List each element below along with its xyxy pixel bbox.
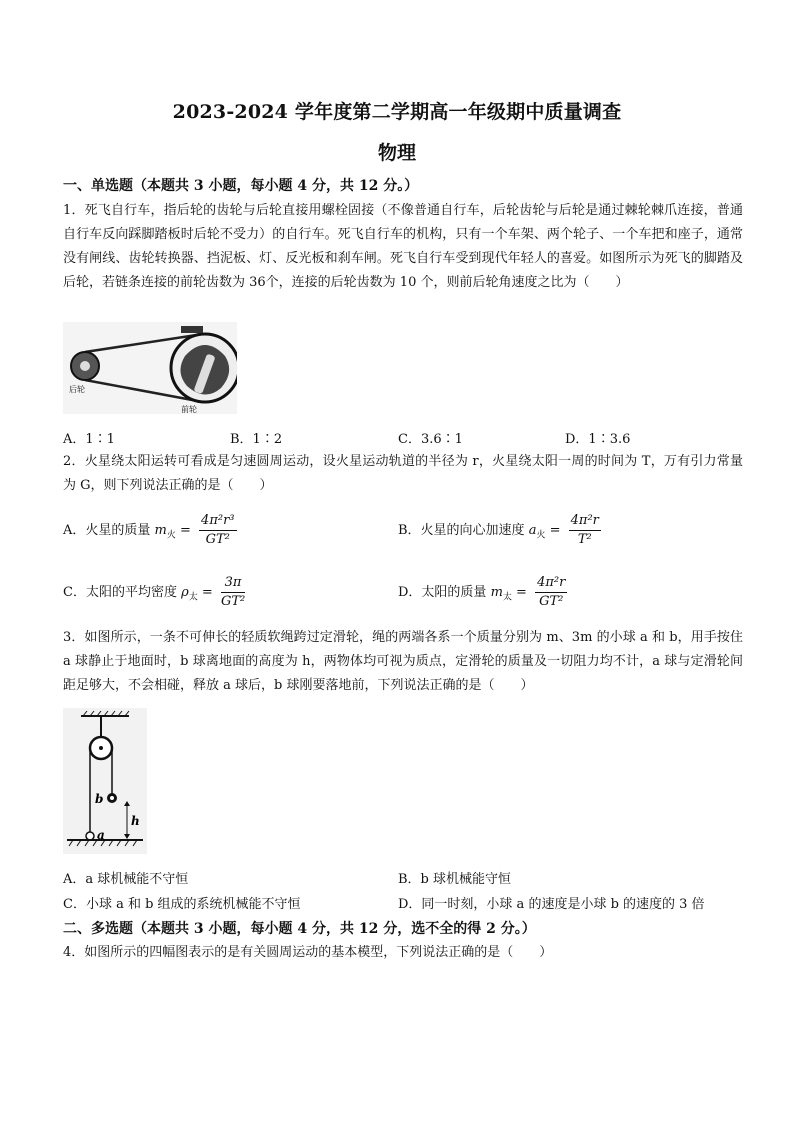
q2-a-subscript: 火 (166, 530, 176, 541)
q2-a-label: A．火星的质量 (63, 523, 151, 538)
q2-b-numerator: 4π²r (569, 512, 601, 531)
q2-d-numerator: 4π²r (535, 574, 567, 593)
section-2-heading: 二、多选题（本题共 3 小题，每小题 4 分，共 12 分，选不全的得 2 分。） (63, 921, 536, 937)
q1-option-c[interactable]: C．3.6∶1 (398, 432, 463, 447)
q2-d-symbol: m (490, 585, 503, 600)
subject-title: 物理 (377, 142, 416, 164)
ball-a-label: a (97, 828, 105, 842)
q2-b-label: B．火星的向心加速度 (398, 523, 525, 538)
q2-c-symbol: ρ (181, 585, 189, 600)
q3-option-a[interactable]: A．a 球机械能不守恒 (63, 872, 189, 887)
pulley-figure (63, 708, 147, 854)
q1-option-a[interactable]: A．1∶1 (63, 432, 115, 447)
q2-c-denominator: GT² (220, 594, 246, 609)
q2-option-a[interactable]: A．火星的质量 $m_火$ = $\frac{\text{4π²r³}}{\text{GT²}}$ (63, 513, 235, 547)
q2-a-denominator: GT² (205, 532, 230, 547)
bicycle-gear-figure (63, 322, 237, 414)
height-label: h (131, 814, 140, 828)
q2-c-fraction (221, 574, 245, 611)
q2-a-numerator: 4π²r³ (199, 512, 236, 531)
q3-option-d[interactable]: D．同一时刻，小球 a 的速度是小球 b 的速度的 3 倍 (398, 897, 705, 912)
q3-option-c[interactable]: C．小球 a 和 b 组成的系统机械能不守恒 (63, 897, 301, 912)
q2-c-label: C．太阳的平均密度 (63, 585, 177, 600)
q2-option-b[interactable]: B．火星的向心加速度 $a_火$ = $\frac{\text{4π²r}}{\text{T²}}$ (398, 513, 599, 547)
question-2-text: 2．火星绕太阳运转可看成是匀速圆周运动，设火星运动轨道的半径为 r，火星绕太阳一周的时间为 T，万有引力常量为 G，则下列说法正确的是（ ） (63, 454, 743, 493)
question-1-text: 1．死飞自行车，指后轮的齿轮与后轮直接用螺栓固接（不像普通自行车，后轮齿轮与后轮是通过棘轮棘爪连接，普通自行车反向踩脚踏板时后轮不受力）的自行车。死飞自行车的机构，只有一个车架、两个轮子、一个车把和座子，通常没有闸线、齿轮转换器、挡泥板、灯、反光板和刹车闸。死飞自行车受到现代年轻人的喜爱。如图所示为死飞的脚踏及后轮，若链条连接的前轮齿数为 36个，连接的后轮齿数为 10 个，则前后轮角速度之比为（ ） (63, 203, 743, 290)
q2-option-c[interactable]: C．太阳的平均密度 $\rho_太$ = $\frac{3\pi}{\text{GT²}}$ (63, 575, 246, 609)
q2-b-symbol: a (528, 523, 537, 538)
ball-a (86, 832, 94, 840)
q2-d-label: D．太阳的质量 (398, 585, 487, 600)
q2-b-denominator: T² (577, 532, 592, 547)
q1-option-b[interactable]: B．1∶2 (230, 432, 283, 447)
q2-a-symbol: m (154, 523, 167, 538)
q2-d-subscript: 太 (502, 592, 512, 603)
ball-b-label: b (95, 792, 104, 806)
front-wheel-label: 前轮 (181, 405, 197, 414)
q2-b-subscript: 火 (536, 530, 546, 541)
q2-d-denominator: GT² (539, 594, 564, 609)
q2-d-fraction (535, 574, 567, 611)
exam-title: 2023-2024 学年度第二学期高一年级期中质量调查 (172, 101, 622, 123)
q3-option-b[interactable]: B．b 球机械能守恒 (398, 872, 512, 887)
question-4-text: 4．如图所示的四幅图表示的是有关圆周运动的基本模型，下列说法正确的是（ ） (63, 945, 553, 960)
pedal (181, 326, 203, 333)
q2-b-fraction (569, 512, 601, 549)
q2-a-fraction (199, 512, 236, 549)
q2-c-subscript: 太 (188, 592, 198, 603)
rear-wheel-label: 后轮 (69, 385, 85, 394)
q2-option-d[interactable]: D．太阳的质量 $m_太$ = $\frac{\text{4π²r}}{\text{GT²}}$ (398, 575, 566, 609)
question-3-text: 3．如图所示，一条不可伸长的轻质软绳跨过定滑轮，绳的两端各系一个质量分别为 m、3m 的小球 a 和 b，用手按住 a 球静止于地面时，b 球离地面的高度为 h，两物体均可视为质点，定滑轮的质量及一切阻力均不计，a 球与定滑轮间距足够大，不会相碰，释放 a 球后，b 球刚要落地前，下列说法正确的是（ ） (63, 630, 743, 693)
q2-c-numerator: 3π (221, 574, 245, 593)
q1-option-d[interactable]: D．1∶3.6 (565, 432, 631, 447)
section-1-heading: 一、单选题（本题共 3 小题，每小题 4 分，共 12 分。） (63, 178, 419, 194)
